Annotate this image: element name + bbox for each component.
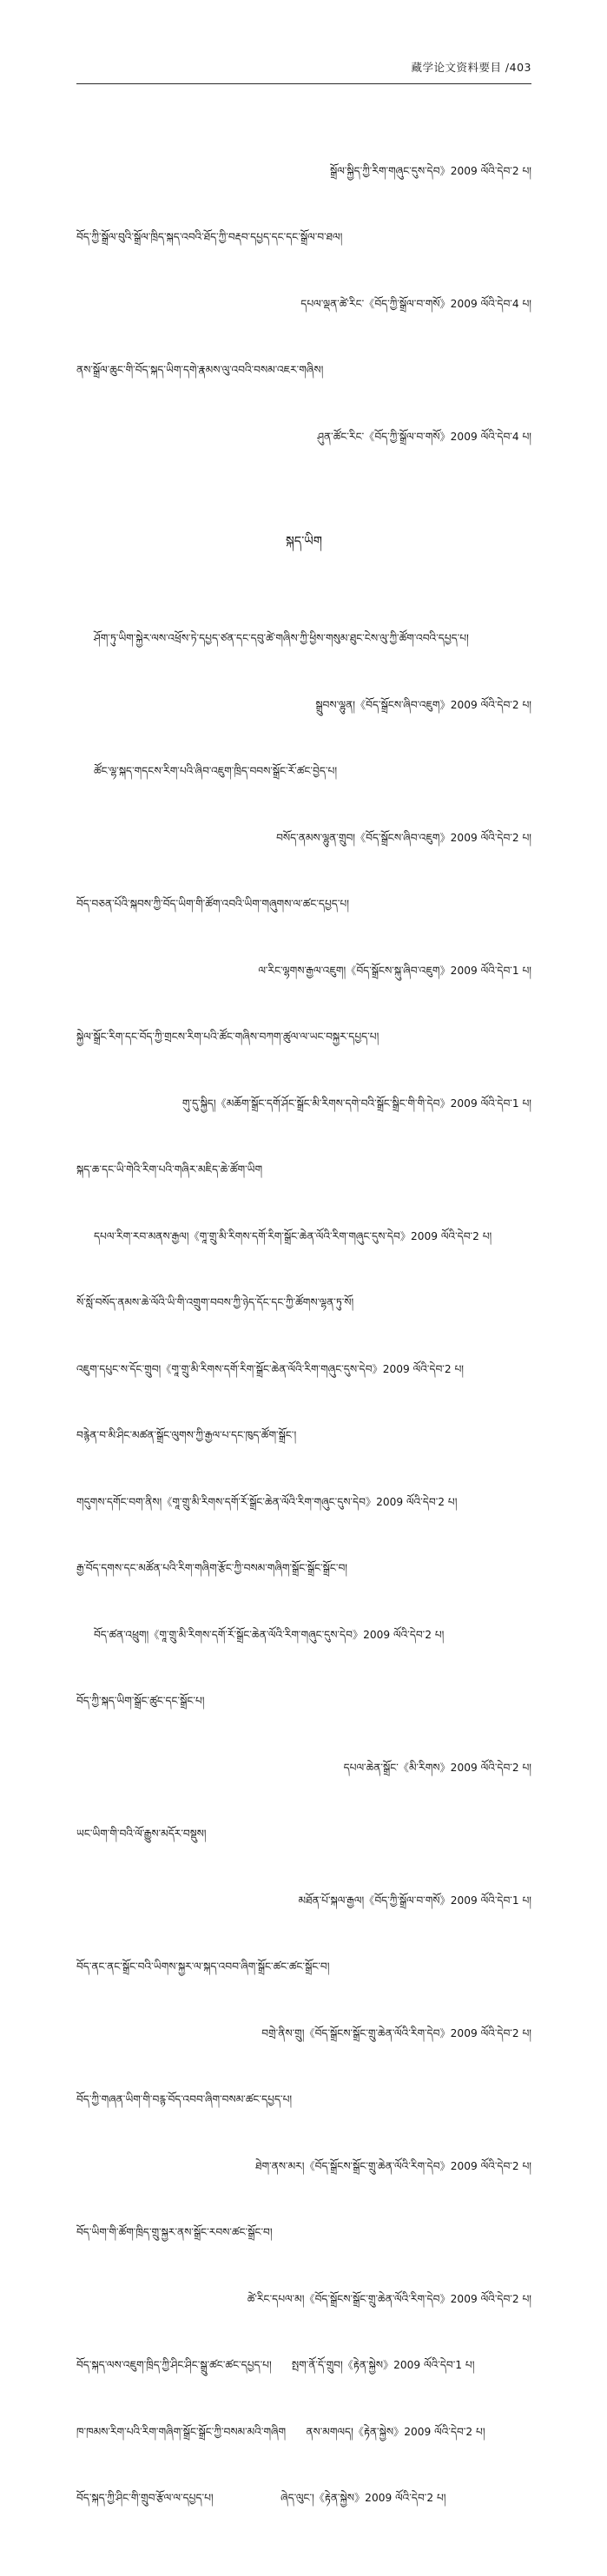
header-divider — [76, 83, 531, 84]
body-line: བོད་སྐད་ཀྱི་ཤིང་གི་གྲུབ་རྩོལ་ལ་དཔྱད་པ། ཞེད་ལུང་།《རྟེན་སྐྱེས》2009 ལོའི་དེབ་2 པ། — [76, 2492, 446, 2504]
body-line: བརྙེན་བ་མི་ཤིང་མཚན་སྒྲོང་ལུགས་ཀྱི་རྒྱལ་པ་དང་ཁུད་ཚོག་སྒྲོང་། — [76, 1429, 297, 1441]
body-line: ཤུན་ཚོང་རིང་《བོད་ཀྱི་སྒྲོལ་བ་གསོ》2009 ལོའི་དེབ་4 པ། — [317, 430, 531, 443]
body-line: བོད་བཅན་པོའི་སྐབས་ཀྱི་བོད་ཡིག་གི་ཚོག་འབའི་ཡིག་གཞུགས་ལ་ཚང་དཔྱད་པ། — [76, 898, 349, 910]
body-line: དཔལ་ལྡན་ཚེ་རིང་《བོད་ཀྱི་སྒྲོལ་བ་གསོ》2009 ལོའི་དེབ་4 པ། — [300, 297, 531, 310]
body-line: མཐོན་པོ་སྐལ་རྒྱལ།《བོད་ཀྱི་སྒྲོལ་བ་གསོ》2009 ལོའི་དེབ་1 པ། — [298, 1894, 531, 1907]
body-line: བོད་ཀྱི་གཞན་ཡིག་གི་བརྙ་བོད་འབབ་ཞིག་བསམ་ཚང་དཔྱད་པ། — [76, 2093, 293, 2105]
body-line: ཚོང་ལྷ་སྐད་གདངས་རིག་པའི་ཞིབ་འཇུག་ཁྲིད་བབས་སྒྲོང་རོ་ཚང་བྱེད་པ། — [94, 765, 338, 777]
page-body — [76, 94, 531, 2576]
body-line: སྐད་ཆ་དང་ཡི་གེའི་རིག་པའི་གཞིར་མཇིད་ཆེ་ཚོག་ཡིག — [76, 1163, 263, 1176]
body-line: སྒྲུབས་ལྷུན།《བོད་སྒྲོངས་ཞིབ་འཇུག》2009 ལོའི་དེབ་2 པ། — [315, 698, 531, 711]
body-line: ཤོག་ཏུ་ཡིག་སྐྱེར་ལས་འཕྲོས་ཏེ་དཔྱད་ཙན་དང་དབུ་ཚེ་གཞིས་ཀྱི་ཕྱིས་གསུམ་ཐུང་ངེས་ལུ་ཀྱི་ཚོག་འབའི་དཔྱད་པ། — [94, 632, 469, 644]
body-line: བོད་ཀྱི་སྒྲོལ་བུའི་སྒྲོལ་ཁྲིད་སྐད་འབའི་ཐོད་ཀྱི་བརྡབ་དཔྱད་དང་དང་སྒྲོལ་བ་ཐལ། — [76, 231, 343, 243]
body-line: གདུགས་དགོང་བག་ནིས།《གཱ་གྲུ་མི་རིགས་དགོ་རོ་སྒྲོང་ཆེན་ལོའི་རིག་གཞུང་དུས་དེབ》2009 ལོའི་དེབ་2 པ། — [76, 1495, 458, 1508]
body-line: ནས་སྒྲོལ་ཆུང་གི་བོད་སྐད་ཡིག་དགེ་རྣམས་ལུ་འབའི་བསམ་འཇར་གཞིས། — [76, 364, 324, 376]
body-line: བོད་ཡིག་གི་ཚོག་ཁྲིད་གྲུ་སྐྱར་ནས་སྒྲོང་རབས་ཚང་སྒྲོང་བ། — [76, 2226, 273, 2238]
body-line: ཡང་ཡིག་གི་བའི་ལོ་རྒྱུས་མདོར་བསྡུས། — [76, 1828, 207, 1840]
body-line: སྒྲོལ་སྐྱིད་ཀྱི་རིག་གཞུང་དུས་དེབ》2009 ལོའི་དེབ་2 པ། — [329, 164, 531, 177]
body-line: བོད་ཀྱི་སྐད་ཡིག་སྒྲོང་ཚུང་དང་སྒྲོང་པ། — [76, 1695, 205, 1707]
body-line: བགྲེ་ནིས་གྲུ།《བོད་སྒྲོངས་སྒྲོང་གྲུ་ཆེན་ལོའི་རིག་དེབ》2009 ལོའི་དེབ་2 པ། — [261, 2026, 531, 2039]
page-header: 藏学论文资料要目 /403 — [411, 61, 531, 74]
body-line: ཚེ་རིང་དཔལ་མ།《བོད་སྒྲོངས་སྒྲོང་གྲུ་ཆེན་ལོའི་རིག་དེབ》2009 ལོའི་དེབ་2 པ། — [247, 2292, 531, 2305]
body-line: བོད་སྐད་ལས་འཇུག་ཁྲིད་ཀྱི་ཤིང་ཤིང་སྒྲུ་ཚང་ཚང་དཔྱད་པ། སྤག་ནོ་དོ་གྲུབ།《རྟེན་སྐྱེས》2009 ལོའི་དེབ་1 པ། — [76, 2359, 475, 2371]
body-line: བོད་ཚན་འཕྲུག།《གཱ་གྲུ་མི་རིགས་དགོ་རོ་སྒྲོང་ཆེན་ལོའི་རིག་གཞུང་དུས་དེབ》2009 ལོའི་དེབ་2 པ། — [94, 1628, 445, 1641]
body-line: འཇུག་དཔུང་ས་དོང་གྲུབ།《གཱ་གྲུ་མི་རིགས་དགོ་རིག་སྒྲོང་ཆེན་ལོའི་རིག་གཞུང་དུས་དེབ》2009 ལོའི་དེབ་2 པ། — [76, 1362, 465, 1375]
body-line: དཔལ་ཆེན་སྒྲོང་《མི་རིགས》2009 ལོའི་དེབ་2 པ། — [343, 1761, 531, 1774]
body-line: ལ་རིང་ལྷགས་རྒྱལ་འཇུག།《བོད་སྒྲོངས་སྐུ་ཞིབ་འཇུག》2009 ལོའི་དེབ་1 པ། — [258, 964, 531, 977]
body-line: བོད་ནང་ནང་སྒྲོང་བའི་ཡིགས་སྐྱར་ལ་སྐད་འབབ་ཞིག་སྒྲོང་ཚང་ཚང་སྒྲོང་བ། — [76, 1960, 330, 1973]
body-line: དཔལ་རིག་རབ་མནས་རྒྱལ།《གཱ་གྲུ་མི་རིགས་དགོ་རིག་སྒྲོང་ཆེན་ལོའི་རིག་གཞུང་དུས་དེབ》2009 ལོའི་དེབ་2 པ། — [94, 1229, 492, 1242]
body-line: བསོད་ནམས་ལྷུན་གྲུབ།《བོད་སྒྲོངས་ཞིབ་འཇུག》2009 ལོའི་དེབ་2 པ། — [276, 831, 531, 844]
body-line: ཐེག་ནས་མར།《བོད་སྒྲོངས་སྒྲོང་གྲུ་ཆེན་ལོའི་རིག་དེབ》2009 ལོའི་དེབ་2 པ། — [255, 2159, 531, 2172]
body-line: ཁ་ཁམས་རིག་པའི་རིག་གཞིག་སྒྲོང་སྒྲོང་ཀྱི་བསམ་མའི་གཞིག ནས་མགལད།《རྟེན་སྐྱེས》2009 ལོའི་དེབ་2 པ། — [76, 2425, 485, 2438]
body-line: གུ་དུ་སྐྱིད།《མཆོག་སྒྲོང་དགོ་ཤོང་སྒྲོང་མི་རིགས་དགེ་བའི་སྒྲོང་སྒྲིང་གི་གི་དེབ》2009 ལོའི་དེབ་1 པ། — [181, 1097, 531, 1110]
section-title: སྐད་ཡིག — [286, 534, 322, 549]
body-line: རྒྱ་བོད་དགས་དང་མཚོན་པའི་རིག་གཞིག་རྩོང་ཀྱི་བསམ་གཞིག་སྒྲོང་སྒྲོང་སྒྲོང་བ། — [76, 1562, 348, 1574]
body-line: སོ་སློ་བསོད་ནམས་ཆེ་ལོའི་ཡི་གི་འགྲུག་བབས་ཀྱི་ཉེད་དོང་དང་ཀྱི་ཚོགས་ལྷན་ཏུ་སོ། — [76, 1296, 354, 1308]
body-line: སྐྱེལ་སྒྲོང་རིག་དང་བོད་ཀྱི་གྲངས་རིག་པའི་ཚོང་གཞིས་བཀག་ཚུལ་ལ་ཡང་བསྐྱར་དཔྱད་པ། — [76, 1031, 379, 1043]
